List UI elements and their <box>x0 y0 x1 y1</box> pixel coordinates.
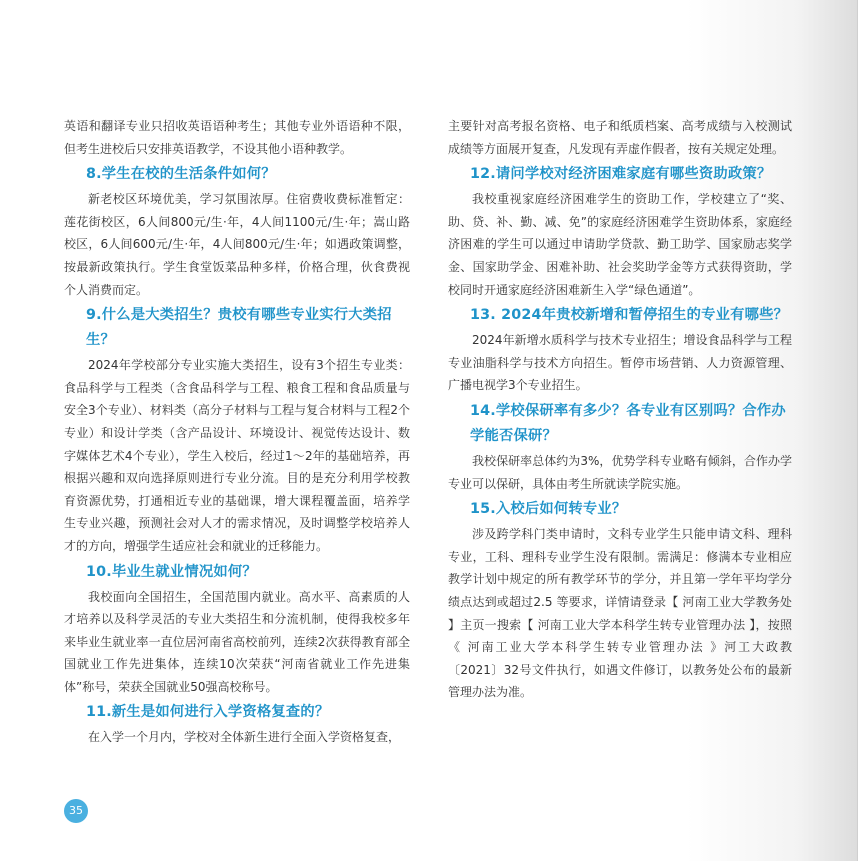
right-column <box>448 115 792 704</box>
page-number-badge: 35 <box>64 799 88 823</box>
section-heading: 8.学生在校的生活条件如何？ <box>86 166 276 183</box>
body-paragraph: 英语和翻译专业只招收英语语种考生；其他专业外语语种不限，但考生进校后只安排英语教学，不设其他小语种教学。 <box>64 119 410 156</box>
body-paragraph: 2024年学校部分专业实施大类招生，设有3个招生专业类：食品科学与工程类（含食品科学与工程、粮食工程和食品质量与安全3个专业）、材料类（高分子材料与工程与复合材料与工程2个专业）和设计学类（含产品设计、环境设计、视觉传达设计、数字媒体艺术4个专业），学生入校后，经过1～2年的基础培养，再根据兴趣和双向选择原则进行专业分流。目的是充分利用学校教育资源优势，打通相近专业的基础课，增大课程覆盖面，培养学生专业兴趣，预测社会对人才的需求情况，及时调整学校培养人才的方向，增强学生适应社会和就业的迁移能力。 <box>64 358 410 553</box>
body-paragraph: 我校面向全国招生，全国范围内就业。高水平、高素质的人才培养以及科学灵活的专业大类招生和分流机制，使得我校多年来毕业生就业率一直位居河南省高校前列，连续2次获得教育部全国就业工作先进集体，连续10次荣获“河南省就业工作先进集体”称号，荣获全国就业50强高校称号。 <box>64 589 410 694</box>
body-paragraph: 在入学一个月内，学校对全体新生进行全面入学资格复查， <box>88 730 401 745</box>
left-column <box>64 115 410 749</box>
body-paragraph: 2024年新增水质科学与技术专业招生；增设食品科学与工程专业油脂科学与技术方向招生。暂停市场营销、人力资源管理、广播电视学3个专业招生。 <box>448 333 792 393</box>
body-paragraph: 主要针对高考报名资格、电子和纸质档案、高考成绩与入校测试成绩等方面展开复查，凡发现有弄虚作假者，按有关规定处理。 <box>448 119 792 156</box>
section-heading: 12.请问学校对经济困难家庭有哪些资助政策？ <box>470 166 772 183</box>
section-heading: 14.学校保研率有多少？各专业有区别吗？合作办学能否保研？ <box>470 402 786 444</box>
body-paragraph: 我校重视家庭经济困难学生的资助工作，学校建立了“奖、助、贷、补、勤、减、免”的家庭经济困难学生资助体系，家庭经济困难的学生可以通过申请助学贷款、勤工助学、国家励志奖学金、国家助学金、困难补助、社会奖助学金等方式获得资助，学校同时开通家庭经济困难新生入学“绿色通道”。 <box>448 192 792 297</box>
body-paragraph: 涉及跨学科门类申请时，文科专业学生只能申请文科、理科专业，工科、理科专业学生没有限制。需满足：修满本专业相应教学计划中规定的所有教学环节的学分，并且第一学年平均学分绩点达到或超过2.5 等要求，详情请登录【 河南工业大学教务处 】主页一搜索【 河南工业大学本科学生转专业管理办法 】，按照《 河南工业大学本科学生转专业管理办法 》河工大政教〔2021〕32号文件执行，如遇文件修订，以教务处公布的最新管理办法为准。 <box>448 527 792 700</box>
section-heading: 10.毕业生就业情况如何？ <box>86 563 257 580</box>
section-heading: 9.什么是大类招生？贵校有哪些专业实行大类招生？ <box>86 307 392 349</box>
section-heading: 15.入校后如何转专业？ <box>470 501 627 518</box>
section-heading: 13. 2024年贵校新增和暂停招生的专业有哪些？ <box>470 307 789 324</box>
body-paragraph: 我校保研率总体约为3%，优势学科专业略有倾斜，合作办学专业可以保研，具体由考生所就读学院实施。 <box>448 453 792 491</box>
section-heading: 11.新生是如何进行入学资格复查的？ <box>86 704 330 721</box>
body-paragraph: 新老校区环境优美，学习氛围浓厚。住宿费收费标准暂定：莲花街校区，6人间800元/生·年，4人间1100元/生·年；嵩山路校区，6人间600元/生·年，4人间800元/生·年；如遇政策调整，按最新政策执行。学生食堂饭菜品种多样，价格合理，伙食费视个人消费而定。 <box>64 192 410 297</box>
